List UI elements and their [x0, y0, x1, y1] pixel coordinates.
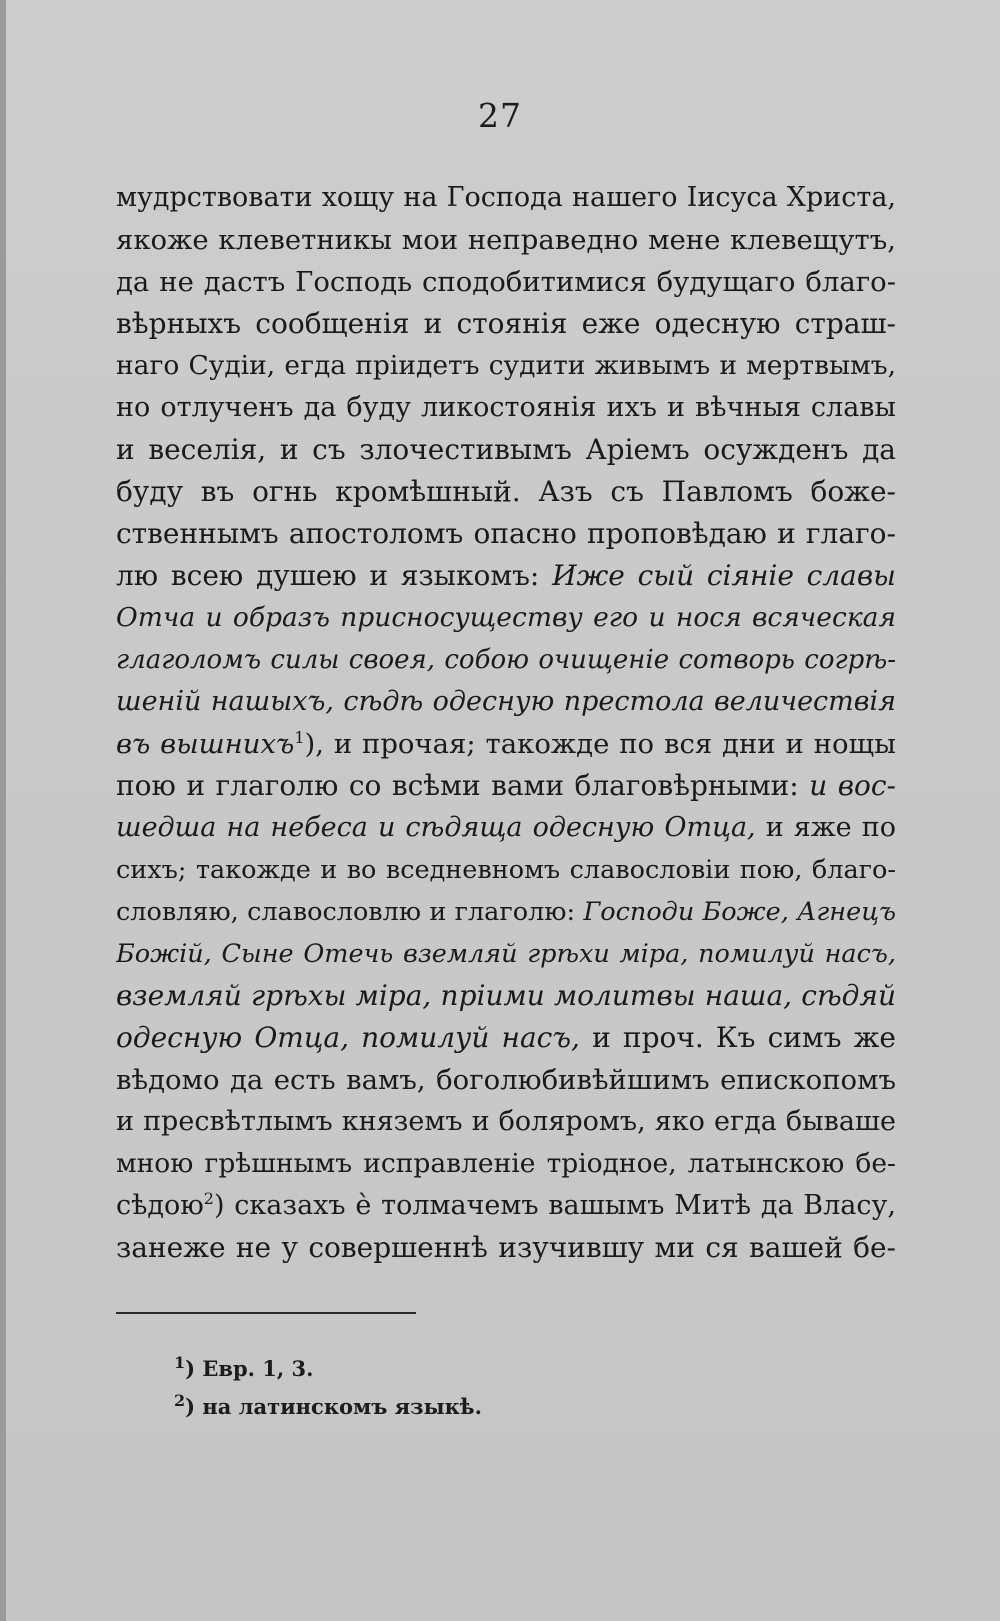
text-segment: мною грѣшнымъ исправленіе тріодное, латынскою бе-: [116, 1148, 896, 1179]
text-segment: лю всею душею и языкомъ:: [116, 559, 553, 592]
footnotes: [174, 1350, 482, 1426]
text-line: [116, 975, 896, 1017]
text-line: [116, 1059, 896, 1101]
text-segment: сѣдою: [116, 1190, 204, 1221]
footnote: [174, 1388, 482, 1426]
text-segment: словляю, славословлю и глаголю:: [116, 897, 584, 927]
text-line: [116, 429, 896, 471]
text-segment: вѣдомо да есть вамъ, боголюбивѣйшимъ епископомъ: [116, 1064, 896, 1096]
text-line: [116, 933, 896, 975]
italic-quote: одесную Отца, помилуй насъ,: [116, 1021, 580, 1054]
text-line: [116, 261, 896, 303]
text-segment: пою и глаголю со всѣми вами благовѣрными:: [116, 769, 810, 802]
footnote: [174, 1350, 482, 1388]
text-segment: и веселія, и съ злочестивымъ Аріемъ осужденъ да: [116, 433, 896, 466]
footnote-marker: 1: [174, 1353, 186, 1372]
text-segment: и яже по: [755, 812, 896, 843]
text-line: [116, 681, 896, 723]
text-line: [116, 723, 896, 765]
italic-quote: шеній нашыхъ, сѣдѣ одесную престола величествія: [116, 686, 896, 717]
body-text: [116, 177, 896, 1269]
footnote-divider: [116, 1312, 416, 1314]
text-line: [116, 891, 896, 933]
text-line: [116, 1017, 896, 1059]
text-line: [116, 177, 896, 219]
italic-quote: Отча и образъ присносуществу его и нося всяческая: [116, 602, 896, 633]
text-line: [116, 303, 896, 345]
italic-quote: и вос-: [809, 769, 896, 802]
text-line: [116, 849, 896, 891]
text-segment: ), и прочая; такожде по вся дни и нощы: [304, 728, 896, 760]
footnote-marker: 2: [174, 1391, 186, 1410]
text-segment: мудрствовати хощу на Господа нашего Іисуса Христа,: [116, 182, 896, 213]
text-segment: и пресвѣтлымъ княземъ и боляромъ, яко егда бываше: [116, 1106, 896, 1137]
text-line: [116, 1227, 896, 1269]
text-segment: и проч. Къ симъ же: [579, 1021, 896, 1054]
italic-quote: шедша на небеса и сѣдяща одесную Отца,: [116, 812, 756, 843]
text-line: [116, 387, 896, 429]
text-line: [116, 639, 896, 681]
text-segment: ственнымъ апостоломъ опасно проповѣдаю и глаго-: [116, 517, 896, 550]
text-line: [116, 555, 896, 597]
italic-quote: Господи Боже, Агнецъ: [583, 897, 896, 927]
footnote-marker: 2: [203, 1189, 214, 1208]
text-line: [116, 807, 896, 849]
italic-quote: глаголомъ силы своея, собою очищеніе сотворь согрѣ-: [116, 645, 896, 675]
text-segment: но отлученъ да буду ликостоянія ихъ и вѣчныя славы: [116, 392, 896, 423]
footnote-text: ) Евр. 1, 3.: [185, 1356, 314, 1381]
text-segment: буду въ огнь кромѣшный. Азъ съ Павломъ боже-: [116, 475, 896, 508]
text-segment: вѣрныхъ сообщенія и стоянія еже одесную страш-: [116, 307, 896, 340]
text-segment: якоже клеветникы мои неправедно мене клевещутъ,: [116, 224, 896, 256]
text-line: [116, 1143, 896, 1185]
text-line: [116, 345, 896, 387]
text-line: [116, 1185, 896, 1227]
text-segment: занеже не у совершеннѣ изучившу ми ся вашей бе-: [116, 1231, 896, 1264]
italic-quote: Иже сый сіяніе славы: [552, 559, 896, 592]
footnote-marker: 1: [294, 727, 305, 747]
italic-quote: въ вышнихъ: [116, 728, 295, 760]
text-line: [116, 471, 896, 513]
text-line: [116, 597, 896, 639]
italic-quote: вземляй грѣхы міра, пріими молитвы наша, сѣдяй: [116, 979, 896, 1012]
text-segment: наго Судіи, егда пріидетъ судити живымъ и мертвымъ,: [116, 350, 896, 381]
text-line: [116, 513, 896, 555]
text-segment: да не дастъ Господь сподобитимися будущаго благо-: [116, 266, 896, 298]
footnote-text: ) на латинскомъ языкѣ.: [185, 1394, 482, 1419]
italic-quote: Божій, Сыне Отечь вземляй грѣхи міра, помилуй насъ,: [116, 939, 896, 969]
text-line: [116, 1101, 896, 1143]
text-segment: ) сказахъ ѐ толмачемъ вашымъ Митѣ да Власу,: [213, 1190, 896, 1221]
text-line: [116, 765, 896, 807]
text-line: [116, 219, 896, 261]
page-edge: [0, 0, 6, 1621]
page-number: 27: [478, 96, 522, 135]
text-segment: сихъ; такожде и во вседневномъ славословіи пою, благо-: [116, 855, 896, 885]
